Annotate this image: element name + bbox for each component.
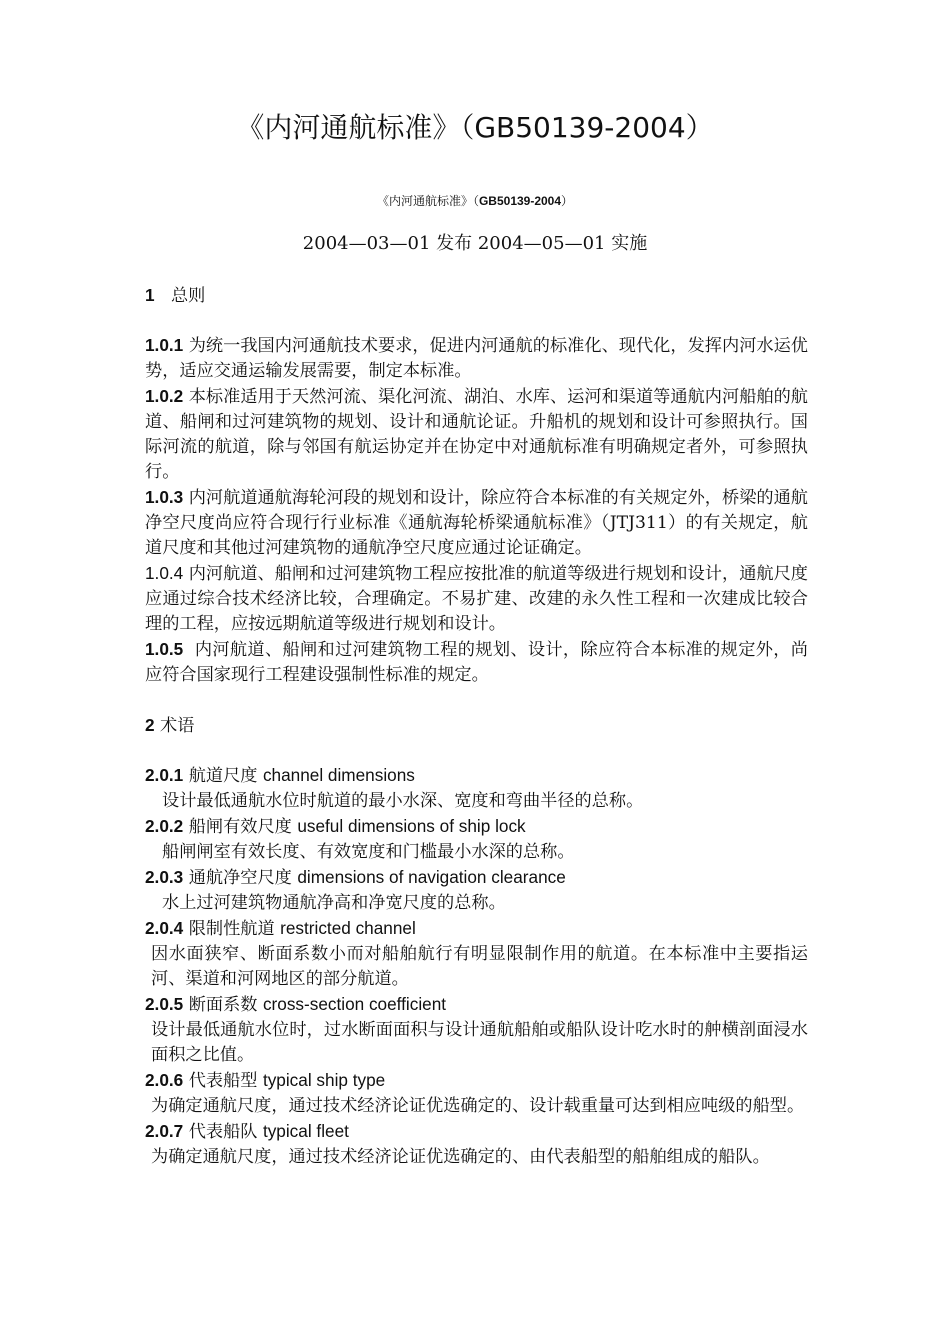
clause-text: 本标准适用于天然河流、渠化河流、湖泊、水库、运河和渠道等通航内河船舶的航道、船闸和过河建筑物的规划、设计和通航论证。升船机的规划和设计可参照执行。国际河流的航道，除与邻国有航运协定并在协定中对通航标准有明确规定者外，可参照执行。 bbox=[145, 387, 808, 482]
term-name-cn: 代表船队 bbox=[188, 1122, 258, 1142]
term-name-en: cross-section coefficient bbox=[262, 994, 447, 1014]
term-2-0-5 bbox=[145, 992, 808, 1018]
term-2-0-1 bbox=[145, 763, 808, 789]
clause-1-0-4 bbox=[145, 561, 808, 637]
term-2-0-7 bbox=[145, 1119, 808, 1145]
term-name-cn: 通航净空尺度 bbox=[188, 868, 292, 888]
document-subtitle bbox=[0, 192, 950, 210]
term-name-en: useful dimensions of ship lock bbox=[297, 816, 526, 836]
term-name-en: dimensions of navigation clearance bbox=[297, 867, 566, 887]
document-body bbox=[145, 283, 808, 1170]
term-definition: 为确定通航尺度，通过技术经济论证优选确定的、设计载重量可达到相应吨级的船型。 bbox=[151, 1096, 805, 1116]
term-number: 2.0.7 bbox=[145, 1121, 184, 1141]
subtitle-code: GB50139-2004 bbox=[478, 194, 562, 208]
clause-text: 内河航道、船闸和过河建筑物工程应按批准的航道等级进行规划和设计，通航尺度应通过综合技术经济比较，合理确定。不易扩建、改建的永久性工程和一次建成比较合理的工程，应按远期航道等级进行规划和设计。 bbox=[145, 564, 808, 634]
term-name-cn: 代表船型 bbox=[188, 1071, 258, 1091]
term-name-en: typical fleet bbox=[262, 1121, 349, 1141]
clause-text: 为统一我国内河通航技术要求，促进内河通航的标准化、现代化，发挥内河水运优势，适应交通运输发展需要，制定本标准。 bbox=[145, 336, 808, 381]
term-2-0-4 bbox=[145, 916, 808, 942]
term-definition: 设计最低通航水位时，过水断面面积与设计通航船舶或船队设计吃水时的舯横剖面浸水面积之比值。 bbox=[151, 1020, 808, 1065]
term-definition: 因水面狭窄、断面系数小而对船舶航行有明显限制作用的航道。在本标准中主要指运河、渠道和河网地区的部分航道。 bbox=[151, 944, 808, 989]
term-name-cn: 断面系数 bbox=[188, 995, 258, 1015]
term-definition: 设计最低通航水位时航道的最小水深、宽度和弯曲半径的总称。 bbox=[162, 791, 644, 811]
term-name-en: channel dimensions bbox=[262, 765, 415, 785]
clause-number: 1.0.2 bbox=[145, 386, 184, 406]
clause-1-0-1 bbox=[145, 333, 808, 384]
clause-number: 1.0.1 bbox=[145, 335, 184, 355]
section-title: 术语 bbox=[160, 716, 195, 736]
term-number: 2.0.2 bbox=[145, 816, 184, 836]
subtitle-name: 《内河通航标准》（ bbox=[376, 194, 479, 208]
term-2-0-6 bbox=[145, 1068, 808, 1094]
term-name-en: typical ship type bbox=[262, 1070, 386, 1090]
clause-1-0-5 bbox=[145, 637, 808, 688]
term-definition: 水上过河建筑物通航净高和净宽尺度的总称。 bbox=[162, 893, 506, 913]
clause-1-0-3 bbox=[145, 485, 808, 561]
clause-number: 1.0.5 bbox=[145, 639, 184, 659]
subtitle-close: ） bbox=[561, 194, 574, 208]
term-number: 2.0.5 bbox=[145, 994, 184, 1014]
term-definition: 为确定通航尺度，通过技术经济论证优选确定的、由代表船型的船舶组成的船队。 bbox=[151, 1147, 770, 1167]
clause-number: 1.0.3 bbox=[145, 487, 184, 507]
term-definition: 船闸闸室有效长度、有效宽度和门槛最小水深的总称。 bbox=[162, 842, 575, 862]
section-title: 总则 bbox=[170, 286, 206, 306]
clause-number: 1.0.4 bbox=[145, 563, 184, 583]
publish-dates: 2004—03—01 发布 2004—05—01 实施 bbox=[302, 233, 648, 254]
document-title: 《内河通航标准》（GB50139-2004） bbox=[236, 111, 714, 144]
clause-text: 内河航道通航海轮河段的规划和设计，除应符合本标准的有关规定外，桥梁的通航净空尺度尚应符合现行行业标准《通航海轮桥梁通航标准》（JTJ311）的有关规定，航道尺度和其他过河建筑物的通航净空尺度应通过论证确定。 bbox=[145, 488, 808, 558]
term-name-cn: 限制性航道 bbox=[188, 919, 275, 939]
term-name-en: restricted channel bbox=[280, 918, 416, 938]
term-number: 2.0.3 bbox=[145, 867, 184, 887]
term-2-0-3 bbox=[145, 865, 808, 891]
section-2-heading bbox=[145, 713, 808, 738]
section-number: 2 bbox=[145, 715, 155, 735]
term-name-cn: 航道尺度 bbox=[188, 766, 258, 786]
term-number: 2.0.4 bbox=[145, 918, 184, 938]
term-number: 2.0.6 bbox=[145, 1070, 184, 1090]
clause-1-0-2 bbox=[145, 384, 808, 485]
term-number: 2.0.1 bbox=[145, 765, 184, 785]
term-2-0-2 bbox=[145, 814, 808, 840]
section-number: 1 bbox=[145, 285, 155, 305]
section-1-heading bbox=[145, 283, 808, 308]
clause-text: 内河航道、船闸和过河建筑物工程的规划、设计，除应符合本标准的规定外，尚应符合国家现行工程建设强制性标准的规定。 bbox=[145, 640, 808, 685]
term-name-cn: 船闸有效尺度 bbox=[188, 817, 292, 837]
